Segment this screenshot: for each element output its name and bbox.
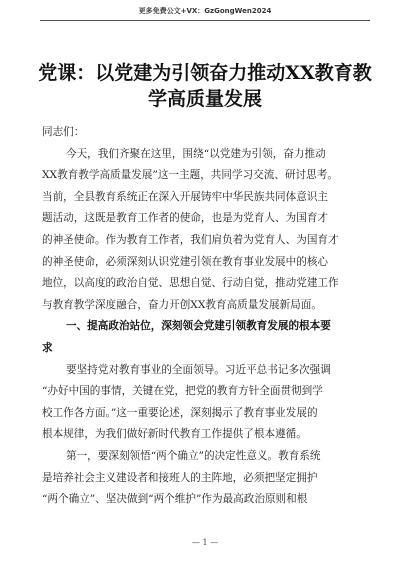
paragraph-line: 的神圣使命。作为教育工作者，我们肩负着为党育人、为国育才: [42, 233, 339, 246]
paragraph-line: 第一，要深刻领悟“两个确立”的决定性意义。教育系统: [66, 449, 321, 462]
paragraph-line: 根本规律，为我们做好新时代教育工作提供了根本遵循。: [42, 428, 307, 441]
section-heading-line: 求: [42, 341, 53, 354]
paragraph-line: 是培养社会主义建设者和接班人的主阵地，必须把坚定拥护: [42, 471, 318, 484]
paragraph-line: “两个确立”、坚决做到“两个维护”作为最高政治原则和根: [42, 493, 308, 506]
paragraph-line: 要坚持党对教育事业的全面领导。习近平总书记多次强调: [66, 363, 331, 376]
title-line-1: 党课：以党建为引领奋力推动XX教育教: [38, 62, 372, 84]
paragraph-line: 题活动，这既是教育工作者的使命，也是为党育人、为国育才: [42, 212, 329, 225]
title-line-2: 学高质量发展: [147, 88, 262, 110]
paragraph-line: “办好中国的事情，关键在党，把党的教育方针全面贯彻到学: [42, 385, 323, 398]
page-number: — 1 —: [191, 538, 219, 547]
paragraph-line: XX教育教学高质量发展”这一主题，共同学习交流、研讨思考。: [42, 169, 338, 182]
paragraph-line: 与教育教学深度融合，奋力开创XX教育高质量发展新局面。: [42, 298, 322, 311]
section-heading-line: 一、提高政治站位，深刻领会党建引领教育发展的根本要: [66, 320, 331, 333]
document-title: [0, 60, 410, 112]
document-body: [42, 122, 372, 511]
paragraph-line: 地位，以高度的政治自觉、思想自觉、行动自觉，推动党建工作: [42, 277, 339, 290]
paragraph-line: 的神圣使命，必须深刻认识党建引领在教育事业发展中的核心: [42, 255, 329, 268]
header-note: 更多免费公文+VX：GzGongWen2024: [138, 7, 272, 15]
header-divider: [40, 20, 370, 21]
paragraph-line: 今天，我们齐聚在这里，围绕“以党建为引领，奋力推动: [66, 147, 326, 160]
paragraph-line: 校工作各方面。”这一重要论述，深刻揭示了教育事业发展的: [42, 406, 318, 419]
paragraph-line: 当前，全县教育系统正在深入开展铸牢中华民族共同体意识主: [42, 190, 329, 203]
paragraph-line: 同志们：: [42, 126, 85, 138]
